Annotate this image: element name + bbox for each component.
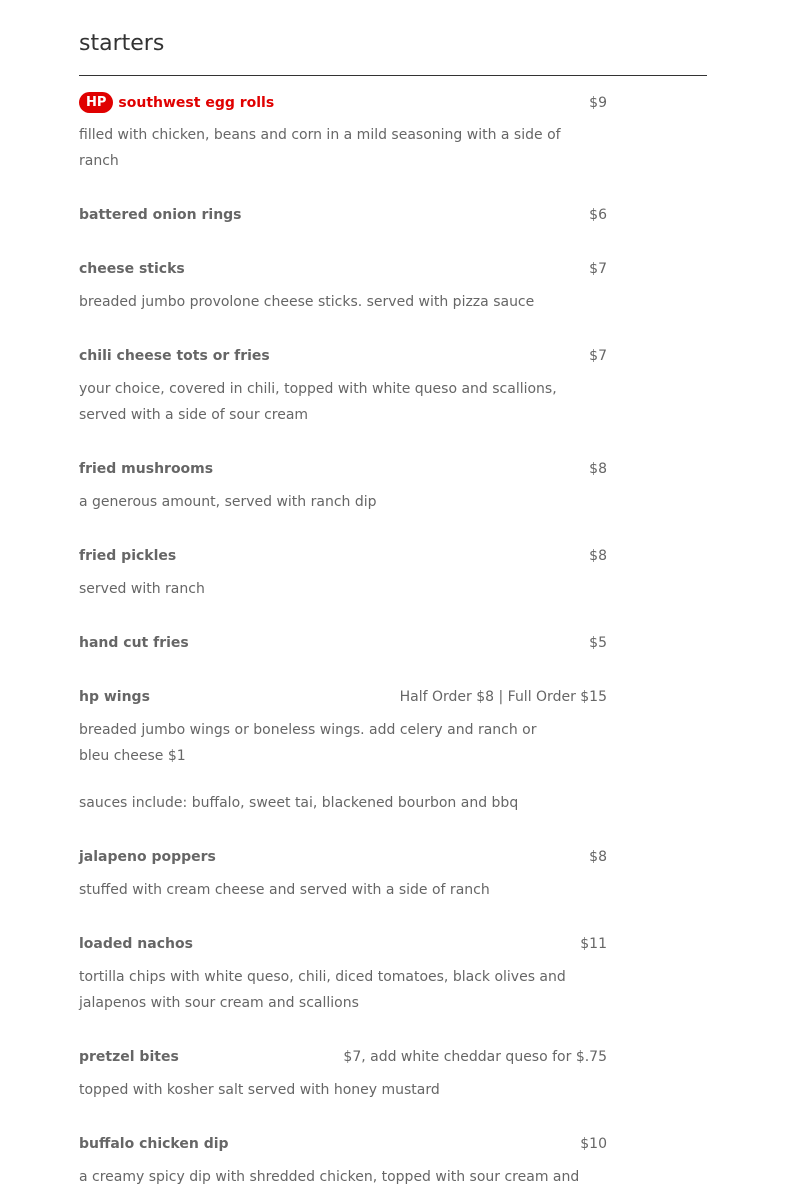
item-description: a generous amount, served with ranch dip bbox=[79, 494, 377, 510]
item-price: $6 bbox=[589, 207, 607, 223]
item-price: $8 bbox=[589, 849, 607, 865]
item-price: Half Order $8 | Full Order $15 bbox=[399, 689, 607, 705]
menu-item-jalapeno-poppers bbox=[79, 846, 607, 903]
item-name: buffalo chicken dip bbox=[79, 1136, 229, 1152]
item-description: breaded jumbo provolone cheese sticks. served with pizza sauce bbox=[79, 294, 535, 310]
item-name: fried mushrooms bbox=[79, 461, 214, 477]
menu-item-chili-cheese-tots bbox=[79, 345, 607, 428]
item-name: chili cheese tots or fries bbox=[79, 348, 270, 364]
item-name: hp wings bbox=[79, 689, 150, 705]
menu-item-hand-cut-fries bbox=[79, 632, 607, 654]
item-price: $7, add white cheddar queso for $.75 bbox=[343, 1049, 607, 1065]
item-description: filled with chicken, beans and corn in a mild seasoning with a side of ranch bbox=[79, 127, 561, 169]
item-price: $9 bbox=[589, 95, 607, 111]
item-name: pretzel bites bbox=[79, 1049, 179, 1065]
item-price: $11 bbox=[580, 936, 607, 952]
item-description: served with ranch bbox=[79, 581, 205, 597]
item-price: $8 bbox=[589, 548, 607, 564]
section-divider bbox=[79, 75, 707, 76]
menu-item-fried-pickles bbox=[79, 545, 607, 602]
hp-badge: HP bbox=[79, 92, 113, 113]
menu-item-battered-onion-rings bbox=[79, 204, 607, 226]
menu-item-fried-mushrooms bbox=[79, 458, 607, 515]
item-name: jalapeno poppers bbox=[79, 849, 216, 865]
menu-item-loaded-nachos bbox=[79, 933, 607, 1016]
item-description: breaded jumbo wings or boneless wings. add celery and ranch or bleu cheese $1 bbox=[79, 722, 537, 764]
section-title: starters bbox=[79, 31, 165, 56]
menu-item-hp-wings bbox=[79, 686, 607, 816]
item-price: $7 bbox=[589, 261, 607, 277]
item-name: battered onion rings bbox=[79, 207, 242, 223]
item-name: fried pickles bbox=[79, 548, 177, 564]
item-price: $5 bbox=[589, 635, 607, 651]
item-description: stuffed with cream cheese and served with a side of ranch bbox=[79, 882, 490, 898]
menu-item-cheese-sticks bbox=[79, 258, 607, 315]
item-price: $7 bbox=[589, 348, 607, 364]
item-price: $8 bbox=[589, 461, 607, 477]
menu-item-buffalo-chicken-dip bbox=[79, 1133, 607, 1190]
item-name: cheese sticks bbox=[79, 261, 185, 277]
item-description: topped with kosher salt served with honey mustard bbox=[79, 1082, 440, 1098]
item-name: HP southwest egg rolls bbox=[79, 92, 274, 114]
item-note: sauces include: buffalo, sweet tai, blackened bourbon and bbq bbox=[79, 795, 519, 811]
menu-item-southwest-egg-rolls bbox=[79, 92, 607, 174]
item-price: $10 bbox=[580, 1136, 607, 1152]
item-name: loaded nachos bbox=[79, 936, 193, 952]
item-description: your choice, covered in chili, topped with white queso and scallions, served with a side of sour cream bbox=[79, 381, 557, 423]
item-description: a creamy spicy dip with shredded chicken, topped with sour cream and bbox=[79, 1169, 580, 1185]
item-name: hand cut fries bbox=[79, 635, 189, 651]
item-description: tortilla chips with white queso, chili, diced tomatoes, black olives and jalapenos with sour cream and scallions bbox=[79, 969, 566, 1011]
menu-item-pretzel-bites bbox=[79, 1046, 607, 1103]
